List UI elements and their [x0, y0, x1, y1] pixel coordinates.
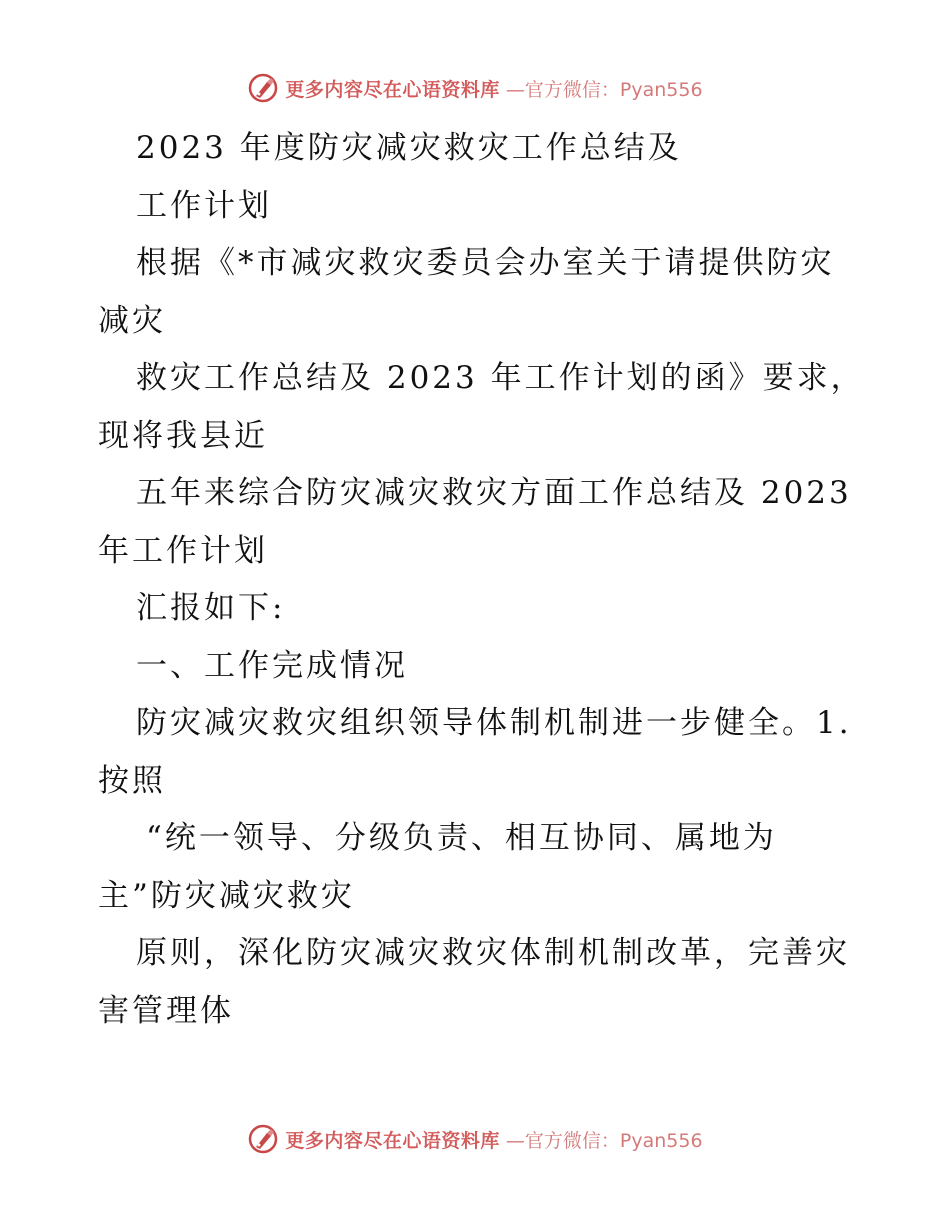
paragraph-line: 五年来综合防灾减灾救灾方面工作总结及 2023	[136, 475, 852, 511]
paragraph-line: 减灾	[98, 302, 166, 339]
paragraph-line: 年工作计划	[98, 532, 268, 569]
doc-title-line-1: 2023 年度防灾减灾救灾工作总结及	[136, 130, 682, 166]
paragraph-line: 现将我县近	[98, 417, 268, 454]
banner-title: 更多内容尽在心语资料库	[285, 1129, 500, 1152]
doc-title-line-2: 工作计划	[136, 187, 272, 224]
section-heading: 一、工作完成情况	[136, 647, 408, 684]
pen-nib-logo-icon	[247, 1123, 279, 1155]
banner-wechat: —官方微信：Pyan556	[505, 78, 703, 101]
document-body	[98, 120, 865, 1040]
footer-banner	[0, 1123, 950, 1155]
paragraph-line: 害管理体	[98, 992, 234, 1029]
header-banner	[0, 72, 950, 104]
paragraph-line: 汇报如下:	[136, 590, 286, 626]
banner-title: 更多内容尽在心语资料库	[285, 78, 500, 101]
paragraph-line: 原则，深化防灾减灾救灾体制机制改革，完善灾	[136, 935, 850, 971]
paragraph-line: 救灾工作总结及 2023 年工作计划的函》要求，	[136, 360, 865, 396]
banner-content	[247, 72, 702, 104]
pen-nib-logo-icon	[247, 72, 279, 104]
paragraph-line: “统一领导、分级负责、相互协同、属地为	[146, 820, 777, 856]
paragraph-line: 根据《*市减灾救灾委员会办室关于请提供防灾	[136, 245, 835, 281]
banner-content	[247, 1123, 702, 1155]
paragraph-line: 主”防灾减灾救灾	[98, 877, 355, 914]
paragraph-line: 按照	[98, 762, 166, 799]
paragraph-line: 防灾减灾救灾组织领导体制机制进一步健全。1.	[136, 705, 852, 741]
banner-wechat: —官方微信：Pyan556	[505, 1129, 703, 1152]
